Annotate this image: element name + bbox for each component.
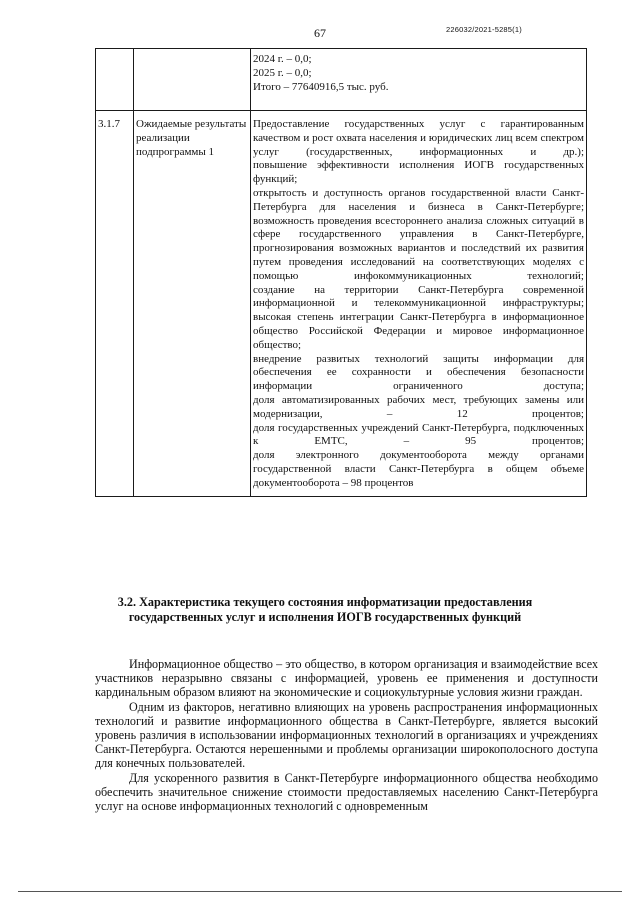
expected-results-cell	[251, 111, 587, 497]
table-row-expected-results	[96, 111, 587, 497]
result-item: доля автоматизированных рабочих мест, требующих замены или модернизации, – 12 процентов;	[253, 393, 584, 420]
empty-label-cell	[134, 49, 251, 111]
funding-line: 2024 г. – 0,0;	[253, 53, 312, 65]
result-item: повышение эффективности исполнения ИОГВ государственных функций;	[253, 159, 584, 186]
table-row-continuation	[96, 49, 587, 111]
body-paragraph: Информационное общество – это общество, в котором организация и взаимодействие всех участников неразрывно связаны с информацией, уровень ее применения и доступности кардинальным образом влияют на экономические и социокультурные условия жизни граждан.	[95, 657, 598, 700]
body-paragraph: Одним из факторов, негативно влияющих на уровень распространения информационных технологий и развитие информационного общества в Санкт-Петербурге, является высокий уровень различия в использовании информационных технологий в организациях и учреждениях Санкт-Петербурга. Остаются нерешенными и проблемы организации широкополосного доступа для конечных пользователей.	[95, 699, 598, 771]
result-item: открытость и доступность органов государственной власти Санкт-Петербурга для населения и бизнеса в Санкт-Петербурге;	[253, 186, 584, 213]
result-item: возможность проведения всестороннего анализа сложных ситуаций в сфере государственного управления в Санкт-Петербурге, прогнозирования возможных вариантов и последствий их развития путем проведения исследований на соответствующих моделях с помощью инфокоммуникационных технологий;	[253, 214, 584, 282]
result-item: доля государственных учреждений Санкт-Петербурга, подключенных к ЕМТС, – 95 процентов;	[253, 421, 584, 448]
row-number: 3.1.7	[96, 111, 134, 497]
footer-divider	[18, 891, 622, 892]
result-item: высокая степень интеграции Санкт-Петербурга в информационное общество Российской Федерации и мировое информационное общество;	[253, 311, 584, 351]
result-item: доля электронного документооборота между органами государственной власти Санкт-Петербурга в общем объеме документооборота – 98 процентов	[253, 449, 584, 489]
section-title: 3.2. Характеристика текущего состояния информатизации предоставления государственных услуг и исполнения ИОГВ государственных функций	[117, 595, 533, 624]
section-body	[95, 657, 598, 813]
row-label: Ожидаемые результаты реализации подпрограммы 1	[134, 111, 251, 497]
funding-cell	[251, 49, 587, 111]
result-item: внедрение развитых технологий защиты информации для обеспечения ее сохранности и обеспечения безопасности информации ограниченного доступа;	[253, 352, 584, 393]
result-item: Предоставление государственных услуг с гарантированным качеством и рост охвата населения и юридических лиц всем спектром услуг (государственных, информационных и др.);	[253, 118, 584, 158]
result-item: создание на территории Санкт-Петербурга современной информационной и телекоммуникационной инфраструктуры;	[253, 283, 584, 310]
program-table	[95, 48, 587, 497]
page-number: 67	[314, 26, 326, 40]
funding-line: 2025 г. – 0,0;	[253, 66, 312, 79]
body-paragraph: Для ускоренного развития в Санкт-Петербурге информационного общества необходимо обеспечить значительное снижение стоимости предоставляемых населению Санкт-Петербурга услуг на основе информационных технологий с одновременным	[95, 770, 598, 814]
funding-total: Итого – 77640916,5 тыс. руб.	[253, 80, 389, 93]
document-code: 226032/2021-5285(1)	[446, 25, 522, 34]
empty-number-cell	[96, 49, 134, 111]
